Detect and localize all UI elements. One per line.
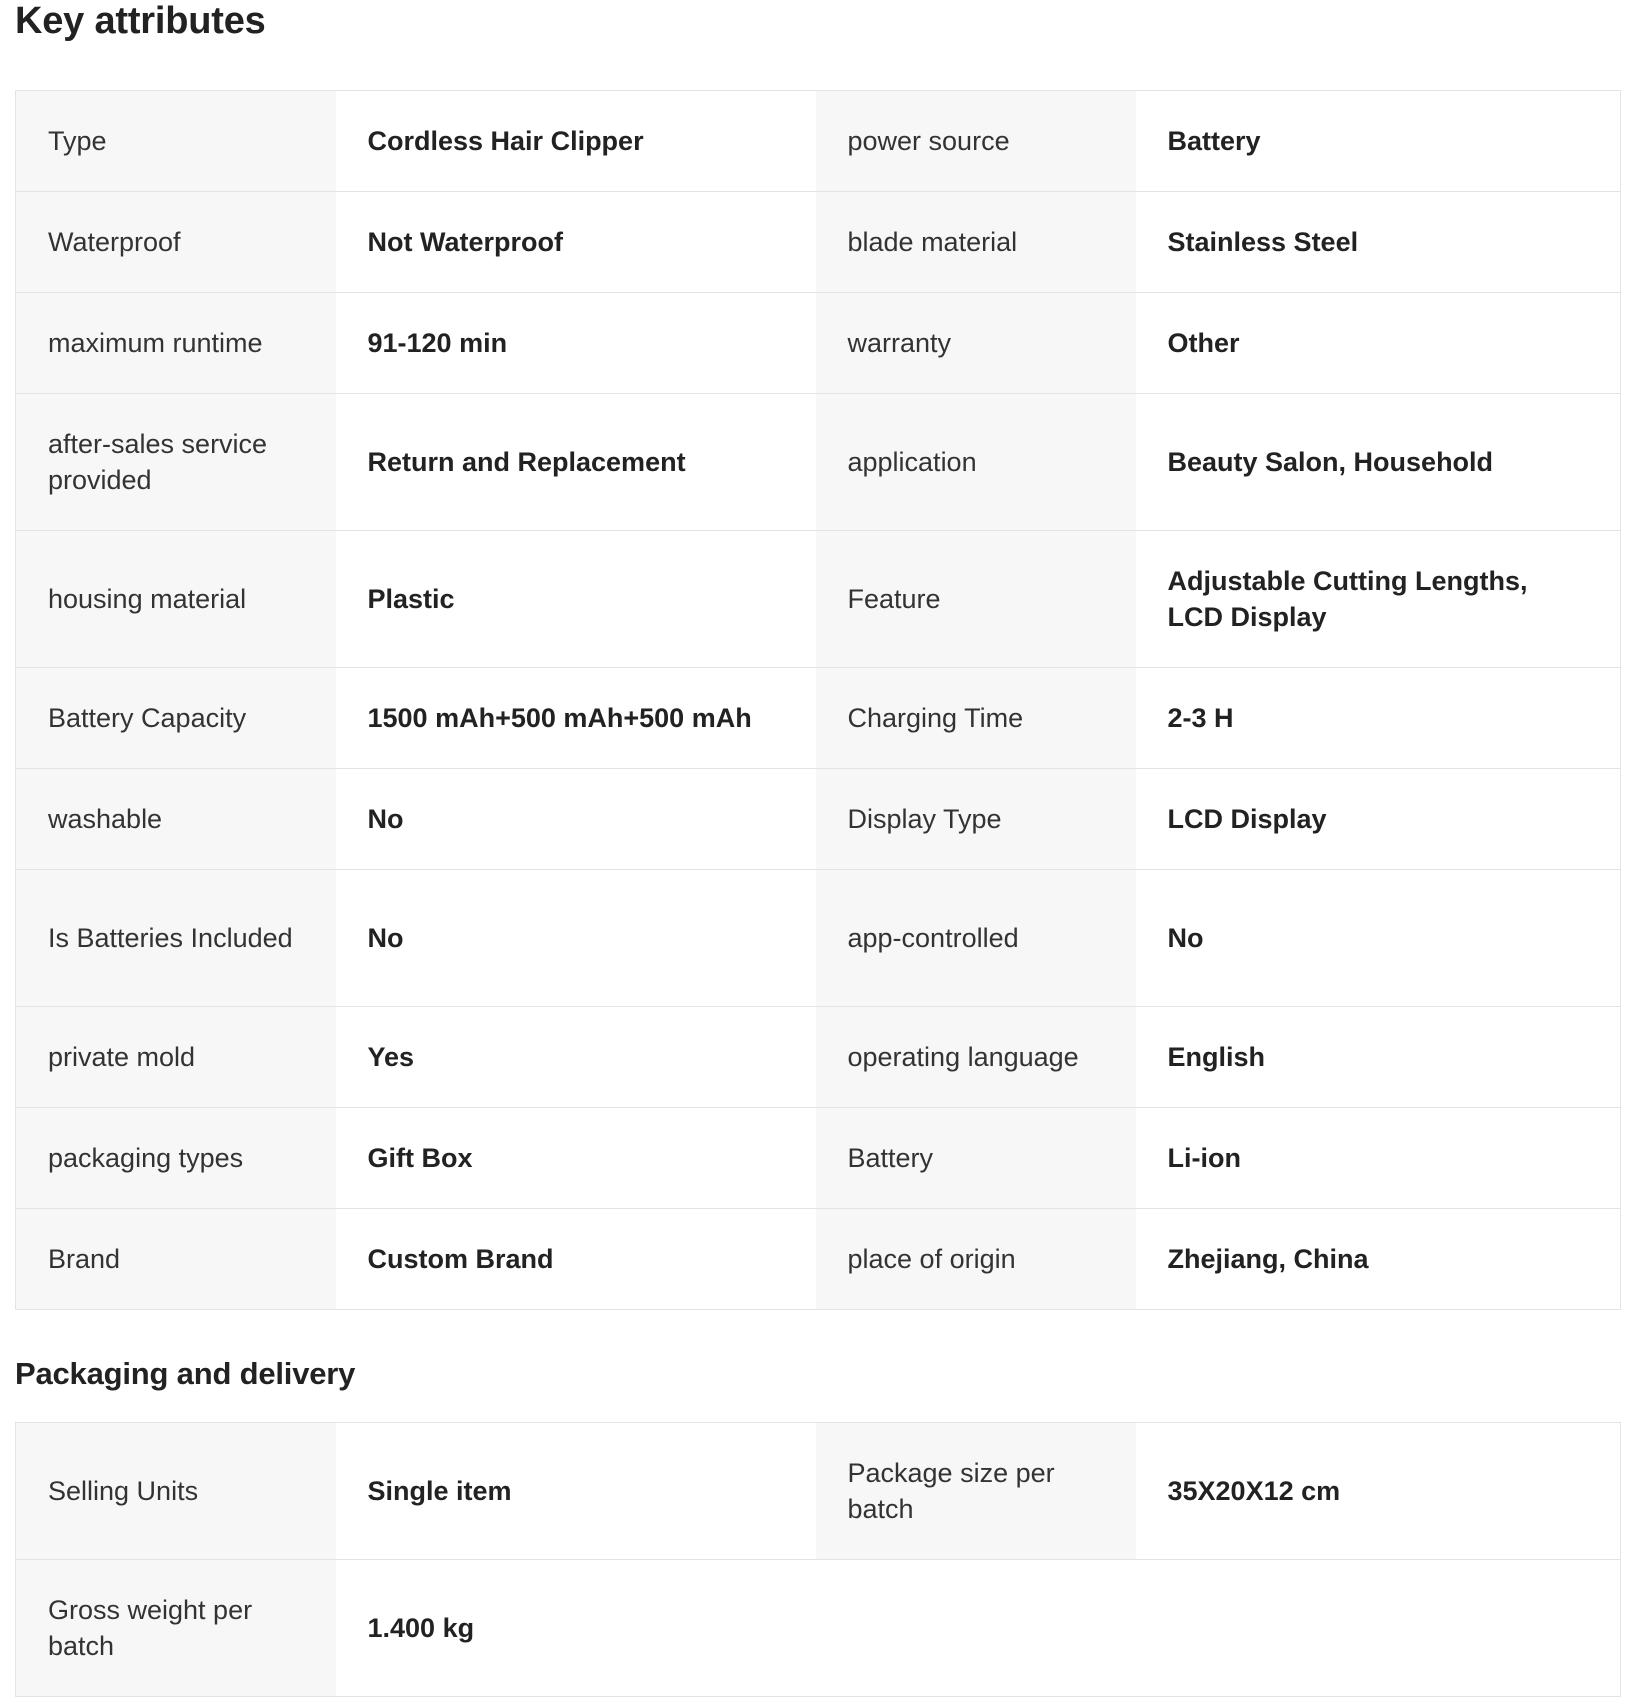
attribute-label: private mold — [16, 1007, 336, 1108]
attribute-label: maximum runtime — [16, 293, 336, 394]
attribute-value: Yes — [336, 1007, 816, 1108]
attribute-label: Waterproof — [16, 192, 336, 293]
attribute-value: 35X20X12 cm — [1136, 1423, 1621, 1560]
table-row — [16, 1007, 1621, 1108]
attribute-value: No — [336, 769, 816, 870]
key-attributes-table — [15, 90, 1621, 1310]
attribute-value: 1500 mAh+500 mAh+500 mAh — [336, 668, 816, 769]
table-row — [16, 769, 1621, 870]
attribute-value: Return and Replacement — [336, 394, 816, 531]
attribute-label: Is Batteries Included — [16, 870, 336, 1007]
attribute-label: warranty — [816, 293, 1136, 394]
table-row — [16, 394, 1621, 531]
table-row — [16, 531, 1621, 668]
attribute-value: Beauty Salon, Household — [1136, 394, 1621, 531]
table-row — [16, 1108, 1621, 1209]
attribute-label: after-sales service provided — [16, 394, 336, 531]
attribute-value: Battery — [1136, 91, 1621, 192]
attribute-label: Brand — [16, 1209, 336, 1310]
attribute-label: Battery — [816, 1108, 1136, 1209]
table-row — [16, 1209, 1621, 1310]
key-attributes-title: Key attributes — [15, 0, 266, 42]
attribute-label: app-controlled — [816, 870, 1136, 1007]
attribute-value: English — [1136, 1007, 1621, 1108]
table-row — [16, 1423, 1621, 1560]
attribute-value: 1.400 kg — [336, 1560, 816, 1697]
table-row — [16, 91, 1621, 192]
table-row — [16, 668, 1621, 769]
table-row — [16, 293, 1621, 394]
attribute-label: Feature — [816, 531, 1136, 668]
empty-cell — [816, 1560, 1136, 1697]
table-row — [16, 192, 1621, 293]
attribute-label: packaging types — [16, 1108, 336, 1209]
attribute-value: Other — [1136, 293, 1621, 394]
attribute-value: Stainless Steel — [1136, 192, 1621, 293]
attribute-value: 2-3 H — [1136, 668, 1621, 769]
attribute-label: Package size per batch — [816, 1423, 1136, 1560]
attribute-value: Cordless Hair Clipper — [336, 91, 816, 192]
attribute-label: power source — [816, 91, 1136, 192]
table-row — [16, 1560, 1621, 1697]
attribute-label: Type — [16, 91, 336, 192]
packaging-delivery-table — [15, 1422, 1621, 1697]
attribute-label: washable — [16, 769, 336, 870]
attribute-value: Gift Box — [336, 1108, 816, 1209]
attribute-value: LCD Display — [1136, 769, 1621, 870]
packaging-delivery-title: Packaging and delivery — [15, 1356, 356, 1391]
attribute-label: Charging Time — [816, 668, 1136, 769]
attribute-label: housing material — [16, 531, 336, 668]
attribute-label: Battery Capacity — [16, 668, 336, 769]
attribute-label: place of origin — [816, 1209, 1136, 1310]
attribute-label: Selling Units — [16, 1423, 336, 1560]
attribute-label: Gross weight per batch — [16, 1560, 336, 1697]
attribute-value: Adjustable Cutting Lengths, LCD Display — [1136, 531, 1621, 668]
table-row — [16, 870, 1621, 1007]
attribute-value: Single item — [336, 1423, 816, 1560]
attribute-label: Display Type — [816, 769, 1136, 870]
attribute-value: Plastic — [336, 531, 816, 668]
attribute-label: blade material — [816, 192, 1136, 293]
attribute-value: No — [336, 870, 816, 1007]
attribute-label: application — [816, 394, 1136, 531]
attribute-label: operating language — [816, 1007, 1136, 1108]
attribute-value: Custom Brand — [336, 1209, 816, 1310]
attribute-value: Not Waterproof — [336, 192, 816, 293]
attribute-value: 91-120 min — [336, 293, 816, 394]
attribute-value: Zhejiang, China — [1136, 1209, 1621, 1310]
empty-cell — [1136, 1560, 1621, 1697]
attribute-value: Li-ion — [1136, 1108, 1621, 1209]
attribute-value: No — [1136, 870, 1621, 1007]
